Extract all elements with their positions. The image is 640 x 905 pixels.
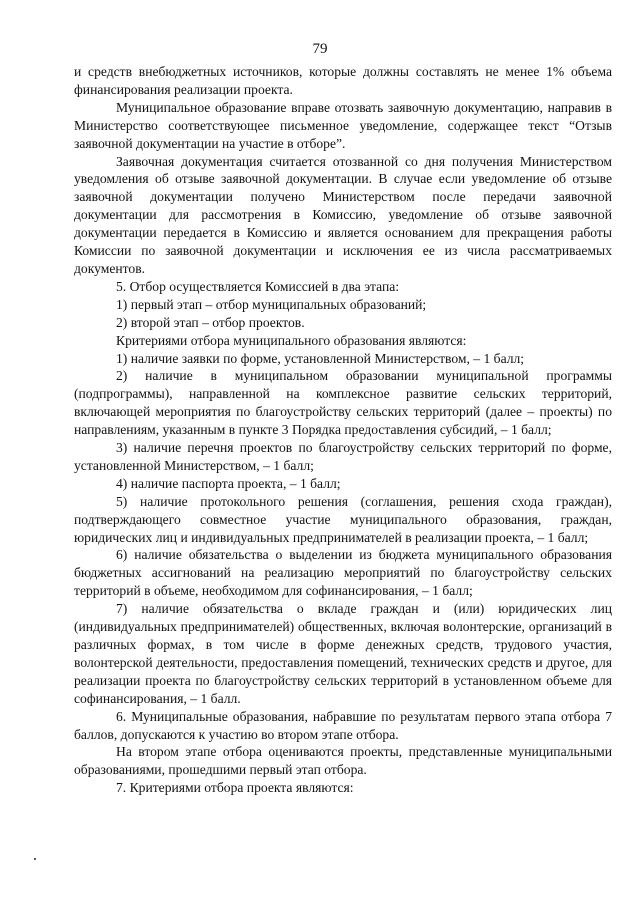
page-number: 79 — [312, 41, 328, 57]
paragraph: На втором этапе отбора оцениваются проекты, представленные муниципальными образованиями, прошедшими первый этап отбора. — [74, 744, 612, 778]
paragraph: 7. Критериями отбора проекта являются: — [116, 780, 354, 796]
paragraph: 5. Отбор осуществляется Комиссией в два этапа: — [116, 278, 400, 294]
paragraph: 4) наличие паспорта проекта, – 1 балл; — [116, 475, 341, 491]
paragraph: 7) наличие обязательства о вкладе граждан и (или) юридических лиц (индивидуальных предпринимателей) общественных, включая волонтерские, организаций в различных формах, в том числе в форме денежных средств, трудового участия, волонтерской деятельности, предоставления помещений, технических средств и другое, для реализации проекта по благоустройству сельских территорий в установленном объеме для софинансирования, – 1 балл. — [74, 601, 612, 706]
paragraph: 6. Муниципальные образования, набравшие по результатам первого этапа отбора 7 баллов, допускаются к участию во втором этапе отбора. — [74, 708, 612, 742]
paragraph: 5) наличие протокольного решения (соглашения, решения схода граждан), подтверждающего совместное участие муниципального образования, граждан, юридических лиц и индивидуальных предпринимателей в реализации проекта, – 1 балл; — [74, 493, 612, 545]
paragraph: Заявочная документация считается отозванной со дня получения Министерством уведомления об отзыве заявочной документации. В случае если уведомление об отзыве заявочной документации получено Министерством после передачи заявочной документации для рассмотрения в Комиссию, уведомление об отзыве заявочной документации передается в Комиссию и является основанием для прекращения работы Комиссии по заявочной документации и исключения ее из числа рассматриваемых документов. — [74, 153, 612, 276]
paragraph: 1) первый этап – отбор муниципальных образований; — [116, 296, 427, 312]
paragraph-continuation: и средств внебюджетных источников, которые должны составлять не менее 1% объема финансирования реализации проекта. — [74, 64, 612, 97]
paragraph: 3) наличие перечня проектов по благоустройству сельских территорий по форме, установленной Министерством, – 1 балл; — [74, 440, 612, 473]
paragraph: Критериями отбора муниципального образования являются: — [116, 332, 467, 348]
paragraph: 2) наличие в муниципальном образовании муниципальной программы (подпрограммы), направленной на комплексное развитие сельских территорий, включающей мероприятия по благоустройству сельских территорий (далее – проекты) по направлениям, указанным в пункте 3 Порядка предоставления субсидий, – 1 балл; — [74, 368, 612, 438]
paragraph: 2) второй этап – отбор проектов. — [116, 314, 305, 330]
paragraph: 1) наличие заявки по форме, установленной Министерством, – 1 балл; — [116, 350, 525, 366]
paragraph: 6) наличие обязательства о выделении из бюджета муниципального образования бюджетных ассигнований на реализацию мероприятий по благоустройству сельских территорий в объеме, необходимом для софинансирования, – 1 балл; — [74, 547, 612, 599]
scan-speck — [34, 858, 36, 860]
document-body — [74, 63, 612, 797]
paragraph: Муниципальное образование вправе отозвать заявочную документацию, направив в Министерство соответствующее письменное уведомление, содержащее текст “Отзыв заявочной документации на участие в отборе”. — [74, 99, 612, 151]
